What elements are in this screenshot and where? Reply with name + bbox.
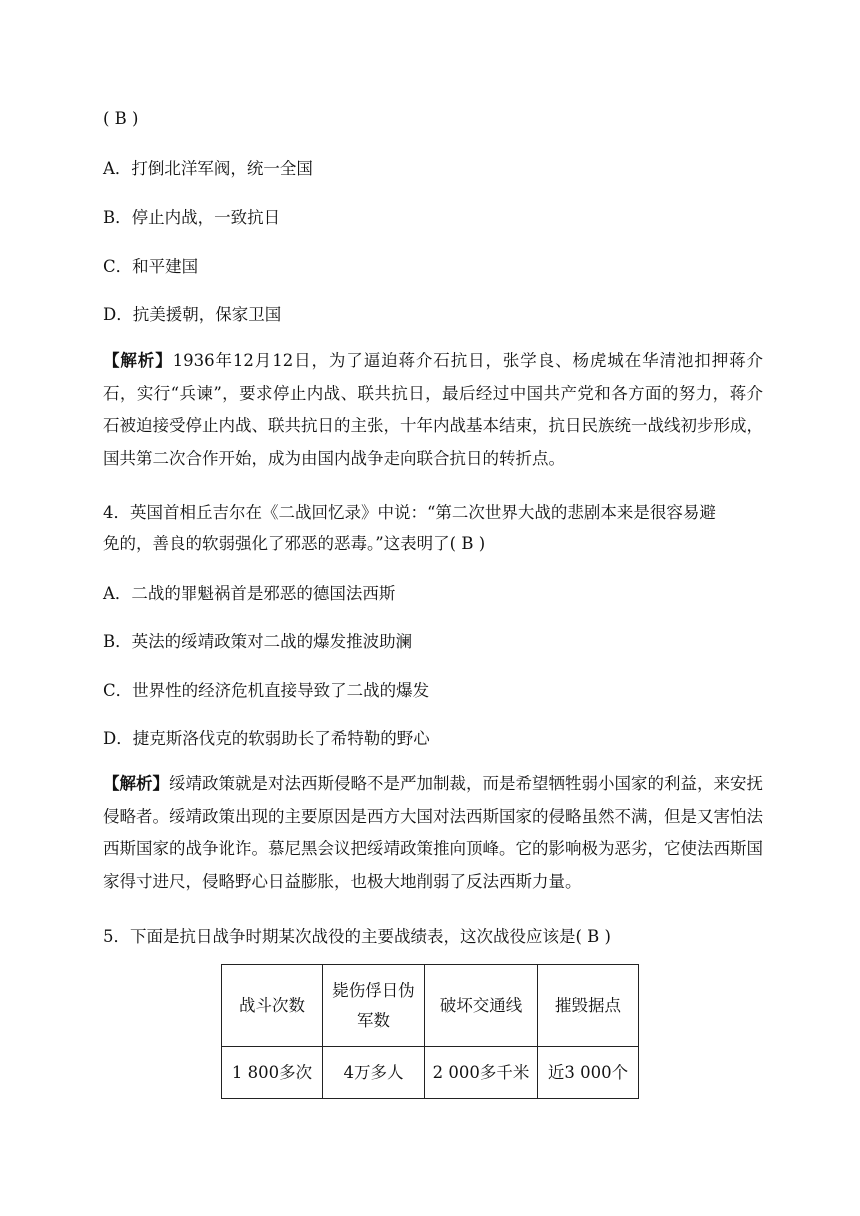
q4-option-a: A．二战的罪魁祸首是邪恶的德国法西斯 (103, 584, 396, 603)
table-cell: 1 800多次 (222, 1047, 323, 1099)
table-cell: 近3 000个 (538, 1047, 639, 1099)
table-header-cell: 战斗次数 (222, 965, 323, 1047)
q3-option-b: B．停止内战，一致抗日 (103, 208, 281, 227)
q4-stem-line1: 4．英国首相丘吉尔在《二战回忆录》中说：“第二次世界大战的悲剧本来是很容易避 (103, 503, 716, 522)
q4-analysis (103, 768, 763, 898)
table-header-cell: 破坏交通线 (425, 965, 538, 1047)
q3-analysis-text: 1936年12月12日，为了逼迫蒋介石抗日，张学良、杨虎城在华清池扣押蒋介石，实行“兵谏”，要求停止内战、联共抗日，最后经过中国共产党和各方面的努力，蒋介石被迫接受停止内战、联共抗日的主张，十年内战基本结束，抗日民族统一战线初步形成，国共第二次合作开始，成为由国内战争走向联合抗日的转折点。 (103, 351, 764, 468)
table-row (222, 1047, 639, 1099)
table-header-cell: 毙伤俘日伪军数 (323, 965, 425, 1047)
battle-stats-table (221, 964, 639, 1099)
analysis-tag: 【解析】 (103, 351, 173, 370)
q3-analysis (103, 345, 763, 475)
q4-option-c: C．世界性的经济危机直接导致了二战的爆发 (103, 681, 430, 700)
q3-option-c: C．和平建国 (103, 257, 199, 276)
table-cell: 4万多人 (323, 1047, 425, 1099)
q4-option-b: B．英法的绥靖政策对二战的爆发推波助澜 (103, 632, 413, 651)
q4-analysis-text: 绥靖政策就是对法西斯侵略不是严加制裁，而是希望牺牲弱小国家的利益，来安抚侵略者。绥靖政策出现的主要原因是西方大国对法西斯国家的侵略虽然不满，但是又害怕法西斯国家的战争讹诈。慕尼黑会议把绥靖政策推向顶峰。它的影响极为恶劣，它使法西斯国家得寸进尺，侵略野心日益膨胀，也极大地削弱了反法西斯力量。 (103, 774, 763, 891)
q4-stem-line2: 免的，善良的软弱强化了邪恶的恶毒。”这表明了( B ) (103, 534, 486, 553)
analysis-tag: 【解析】 (103, 774, 169, 793)
q4-option-d: D．捷克斯洛伐克的软弱助长了希特勒的野心 (103, 729, 430, 748)
q3-option-a: A．打倒北洋军阀，统一全国 (103, 159, 313, 178)
q5-stem: 5．下面是抗日战争时期某次战役的主要战绩表，这次战役应该是( B ) (103, 927, 611, 946)
table-cell: 2 000多千米 (425, 1047, 538, 1099)
q3-answer: ( B ) (103, 109, 139, 128)
table-header-cell: 摧毁据点 (538, 965, 639, 1047)
q3-option-d: D．抗美援朝，保家卫国 (103, 305, 282, 324)
table-header-row (222, 965, 639, 1047)
